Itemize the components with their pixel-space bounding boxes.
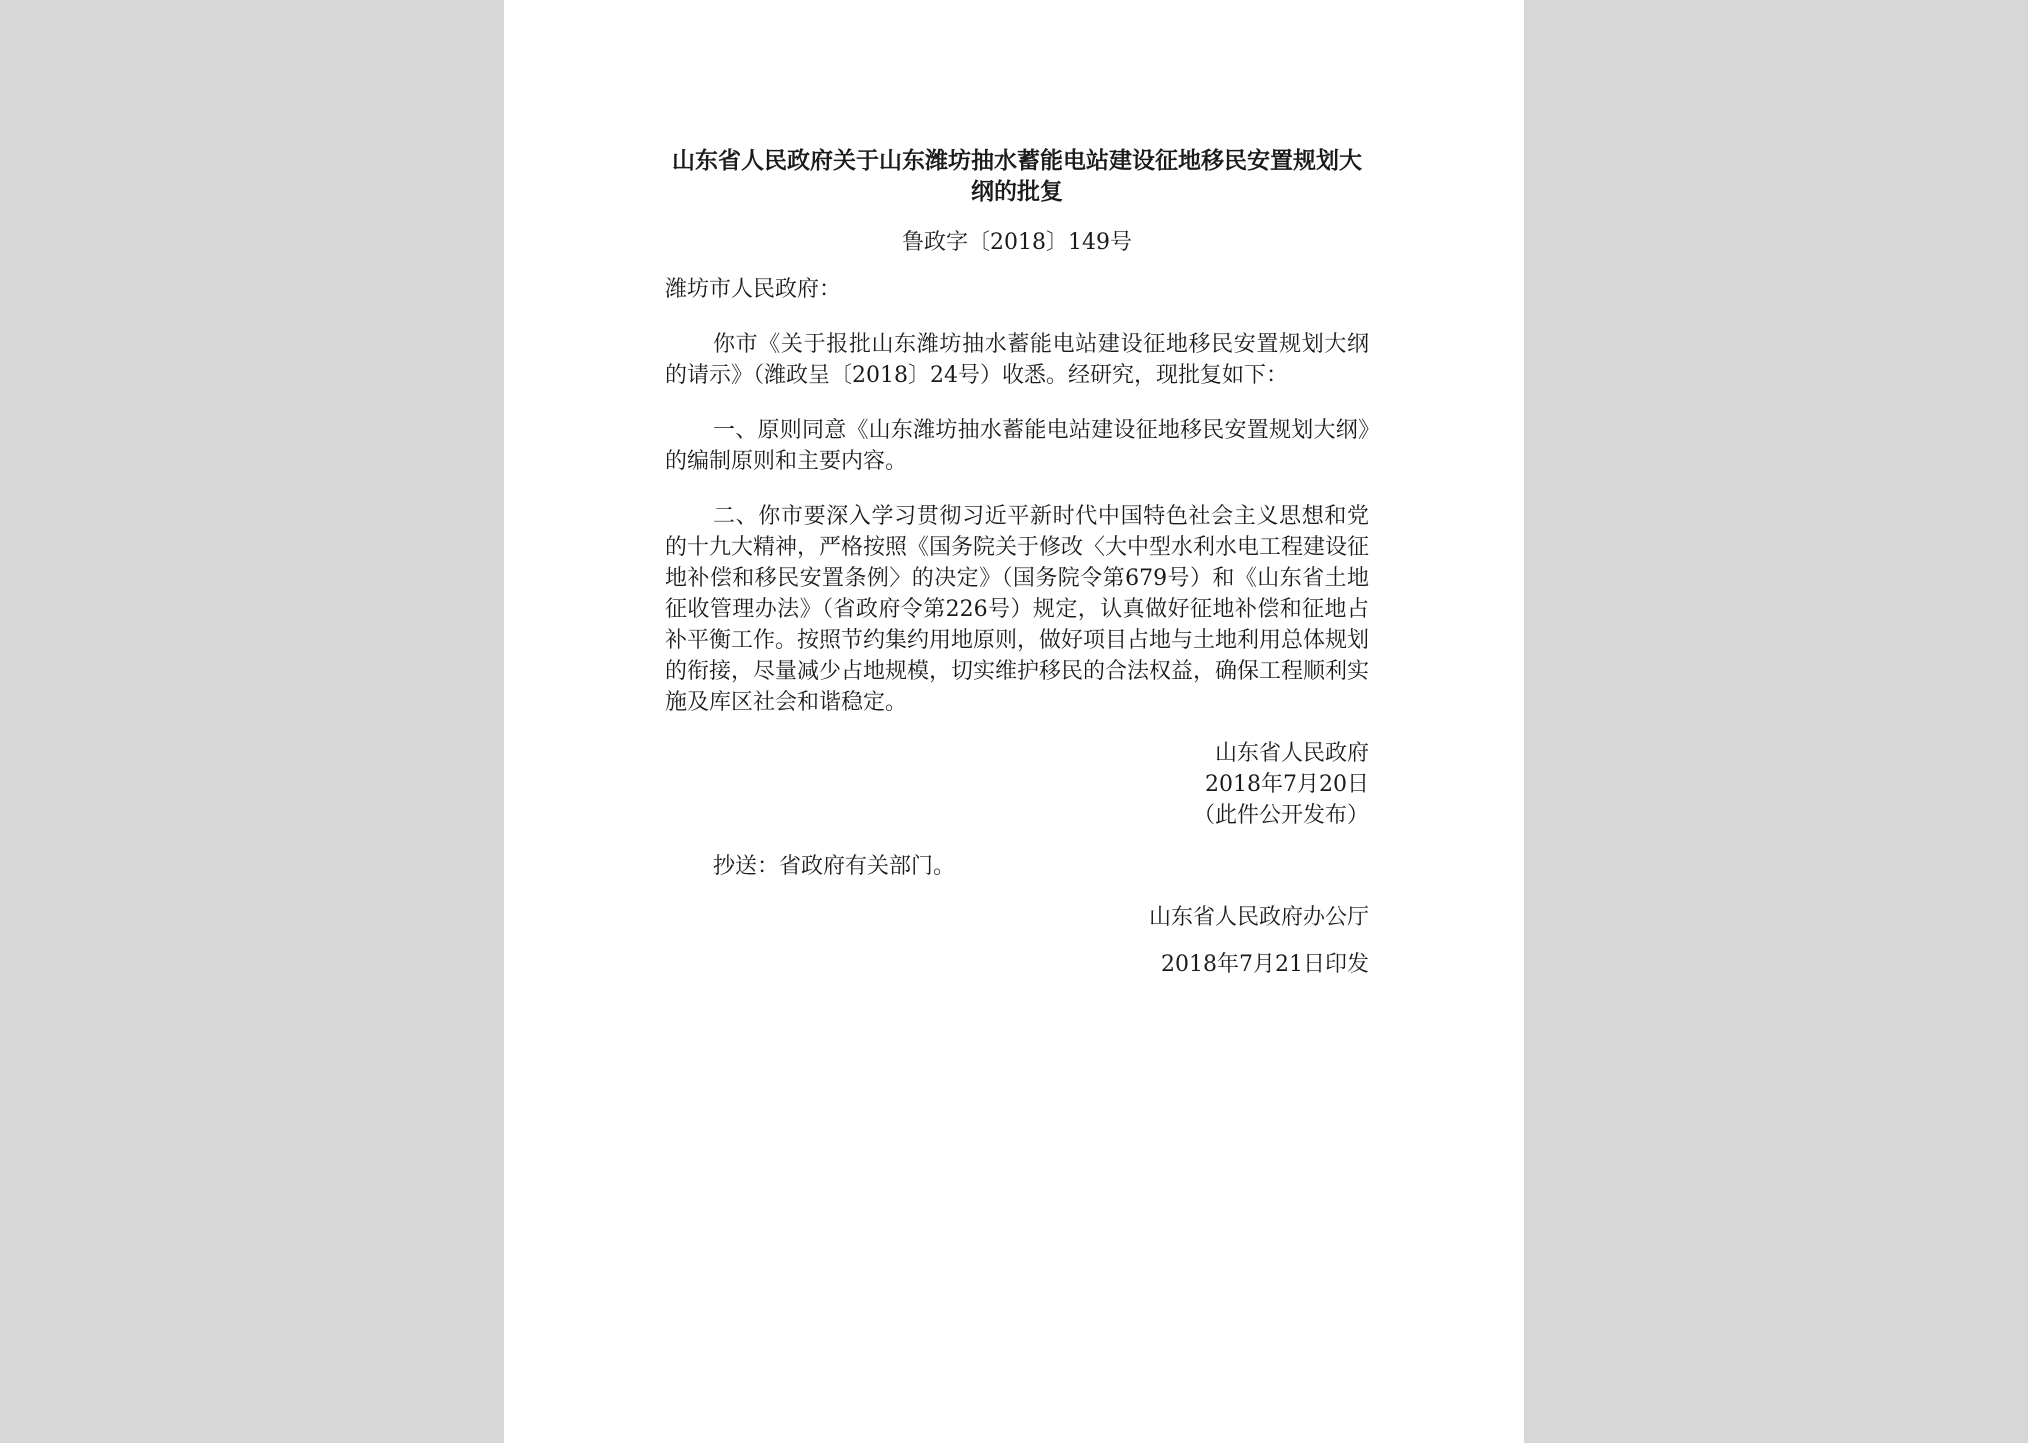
issue-date: 2018年7月20日 (1205, 772, 1369, 797)
print-date: 2018年7月21日印发 (1161, 952, 1369, 977)
document-page (504, 0, 1524, 1443)
document-title: 山东省人民政府关于山东潍坊抽水蓄能电站建设征地移民安置规划大纲的批复 (672, 147, 1362, 205)
cc-line: 抄送：省政府有关部门。 (713, 854, 956, 879)
printing-office: 山东省人民政府办公厅 (1148, 905, 1369, 930)
signature-block (665, 738, 1369, 831)
publication-note: （此件公开发布） (1192, 803, 1369, 828)
document-body (665, 145, 1369, 980)
paragraph-item-2: 二、你市要深入学习贯彻习近平新时代中国特色社会主义思想和党的十九大精神，严格按照《国务院关于修改〈大中型水利水电工程建设征地补偿和移民安置条例〉的决定》（国务院令第679号）和《山东省土地征收管理办法》（省政府令第226号）规定，认真做好征地补偿和征地占补平衡工作。按照节约集约用地原则，做好项目占地与土地利用总体规划的衔接，尽量减少占地规模，切实维护移民的合法权益，确保工程顺利实施及库区社会和谐稳定。 (665, 504, 1370, 715)
document-number: 鲁政字〔2018〕149号 (902, 230, 1132, 255)
addressee: 潍坊市人民政府： (665, 277, 842, 302)
paragraph-item-1: 一、原则同意《山东潍坊抽水蓄能电站建设征地移民安置规划大纲》的编制原则和主要内容。 (665, 418, 1369, 474)
issuer: 山东省人民政府 (1214, 741, 1369, 766)
paragraph-intro: 你市《关于报批山东潍坊抽水蓄能电站建设征地移民安置规划大纲的请示》（潍政呈〔2018〕24号）收悉。经研究，现批复如下： (665, 332, 1369, 388)
